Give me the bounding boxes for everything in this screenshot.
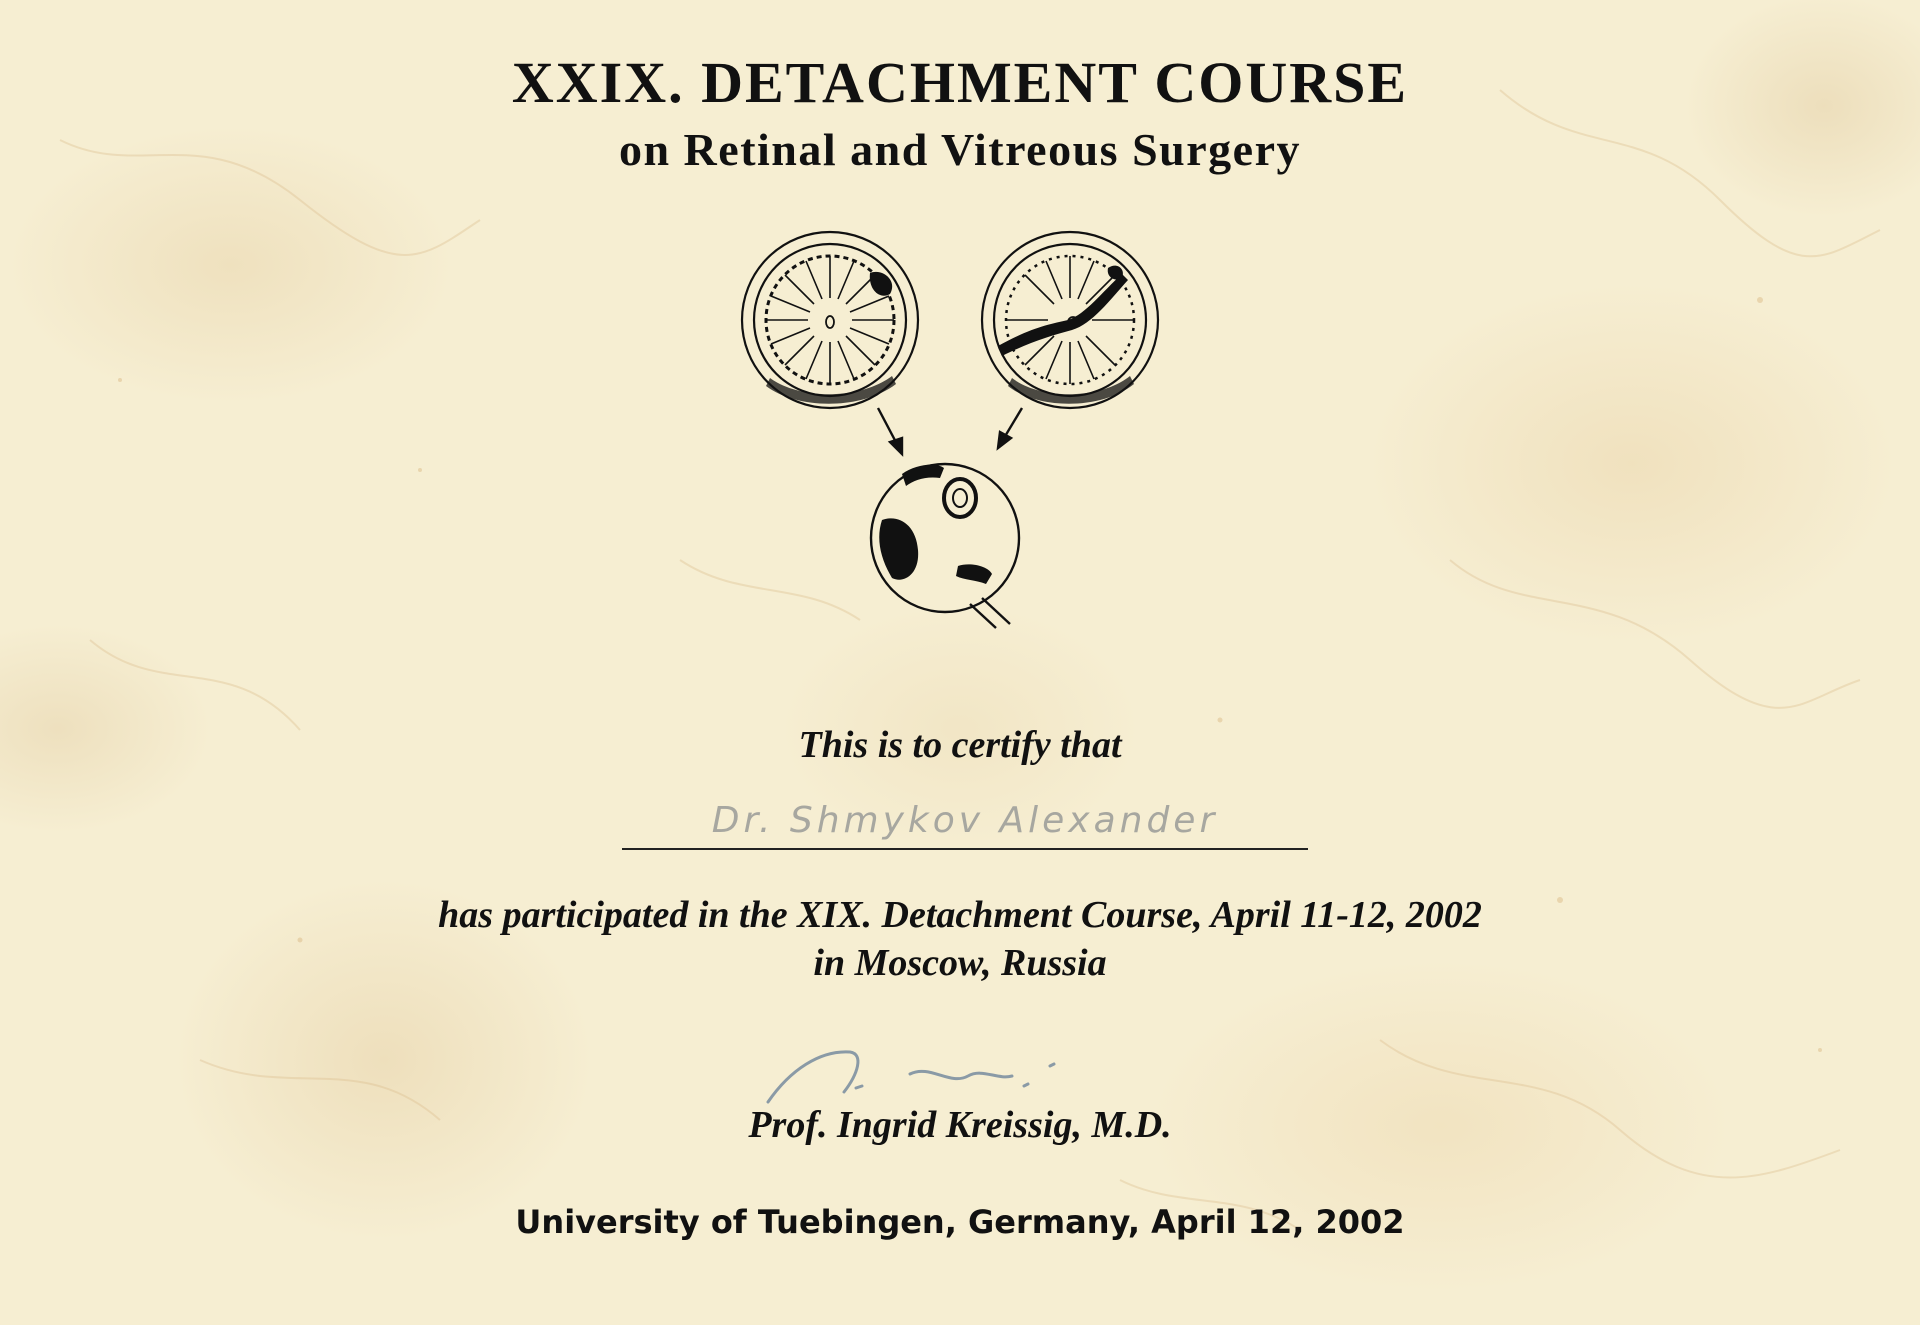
course-location: in Moscow, Russia	[813, 942, 1107, 984]
participation-statement: has participated in the XIX. Detachment Course, April 11-12, 2002	[438, 894, 1482, 936]
institution-and-date: University of Tuebingen, Germany, April 12, 2002	[515, 1203, 1405, 1241]
recipient-name: Dr. Shmykov Alexander	[711, 800, 1219, 841]
certificate-title: XXIX. DETACHMENT COURSE	[511, 50, 1409, 115]
recipient-name-line	[622, 790, 1308, 850]
certify-statement: This is to certify that	[798, 724, 1122, 766]
retina-fundus-and-eyeball-diagram-icon	[730, 228, 1170, 638]
certificate-subtitle: on Retinal and Vitreous Surgery	[618, 124, 1302, 175]
signatory-name: Prof. Ingrid Kreissig, M.D.	[748, 1104, 1172, 1146]
